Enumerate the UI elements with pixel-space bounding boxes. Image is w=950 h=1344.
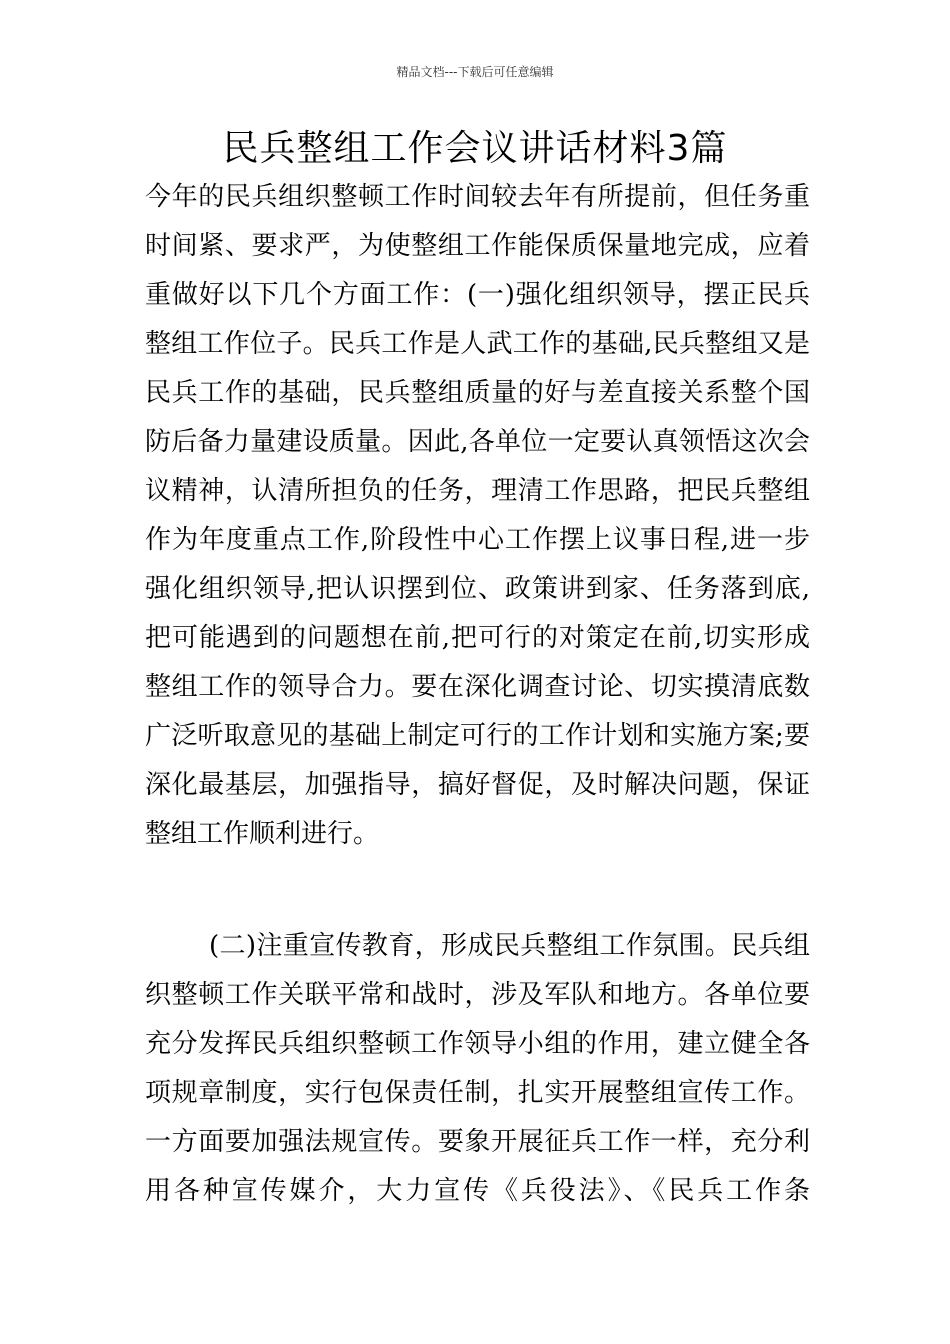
- paragraph-line: 织整顿工作关联平常和战时，涉及军队和地方。各单位要: [145, 980, 810, 1010]
- paragraph-line: 防后备力量建设质量。因此,各单位一定要认真领悟这次会: [145, 427, 810, 457]
- paragraph-line-text: (二)注重宣传教育，形成民兵整组工作氛围。民兵组: [209, 931, 810, 961]
- paragraph-line: 广泛听取意见的基础上制定可行的工作计划和实施方案;要: [145, 721, 810, 751]
- paragraph-line: 整组工作位子。民兵工作是人武工作的基础,民兵整组又是: [145, 329, 810, 359]
- paragraph-line: 作为年度重点工作,阶段性中心工作摆上议事日程,进一步: [145, 525, 810, 555]
- paragraph-line: 用各种宣传媒介，大力宣传《兵役法》、《民兵工作条: [145, 1176, 810, 1206]
- paragraph-line: 议精神，认清所担负的任务，理清工作思路，把民兵整组: [145, 476, 810, 506]
- paragraph-1: [145, 173, 810, 859]
- paragraph-line-indented: [145, 922, 810, 971]
- paragraph-line: 把可能遇到的问题想在前,把可行的对策定在前,切实形成: [145, 623, 810, 653]
- paragraph-line: 时间紧、要求严，为使整组工作能保质保量地完成，应着: [145, 231, 810, 261]
- paragraph-line: 强化组织领导,把认识摆到位、政策讲到家、任务落到底,: [145, 574, 810, 604]
- paragraph-line: 今年的民兵组织整顿工作时间较去年有所提前，但任务重: [145, 182, 810, 212]
- page-header: 精品文档---下载后可任意编辑: [396, 65, 554, 79]
- paragraph-line: 充分发挥民兵组织整顿工作领导小组的作用，建立健全各: [145, 1029, 810, 1059]
- paragraph-line: 整组工作的领导合力。要在深化调查讨论、切实摸清底数: [145, 672, 810, 702]
- paragraph-line: 整组工作顺利进行。: [145, 819, 380, 849]
- paragraph-line: 民兵工作的基础，民兵整组质量的好与差直接关系整个国: [145, 378, 810, 408]
- paragraph-line: 深化最基层，加强指导，搞好督促，及时解决问题，保证: [145, 770, 810, 800]
- document-title: 民兵整组工作会议讲话材料3篇: [222, 128, 728, 169]
- paragraph-2: [145, 922, 810, 1216]
- paragraph-line: 重做好以下几个方面工作：(一)强化组织领导，摆正民兵: [145, 280, 810, 310]
- paragraph-line: 项规章制度，实行包保责任制，扎实开展整组宣传工作。: [145, 1078, 810, 1108]
- paragraph-line: 一方面要加强法规宣传。要象开展征兵工作一样，充分利: [145, 1127, 810, 1157]
